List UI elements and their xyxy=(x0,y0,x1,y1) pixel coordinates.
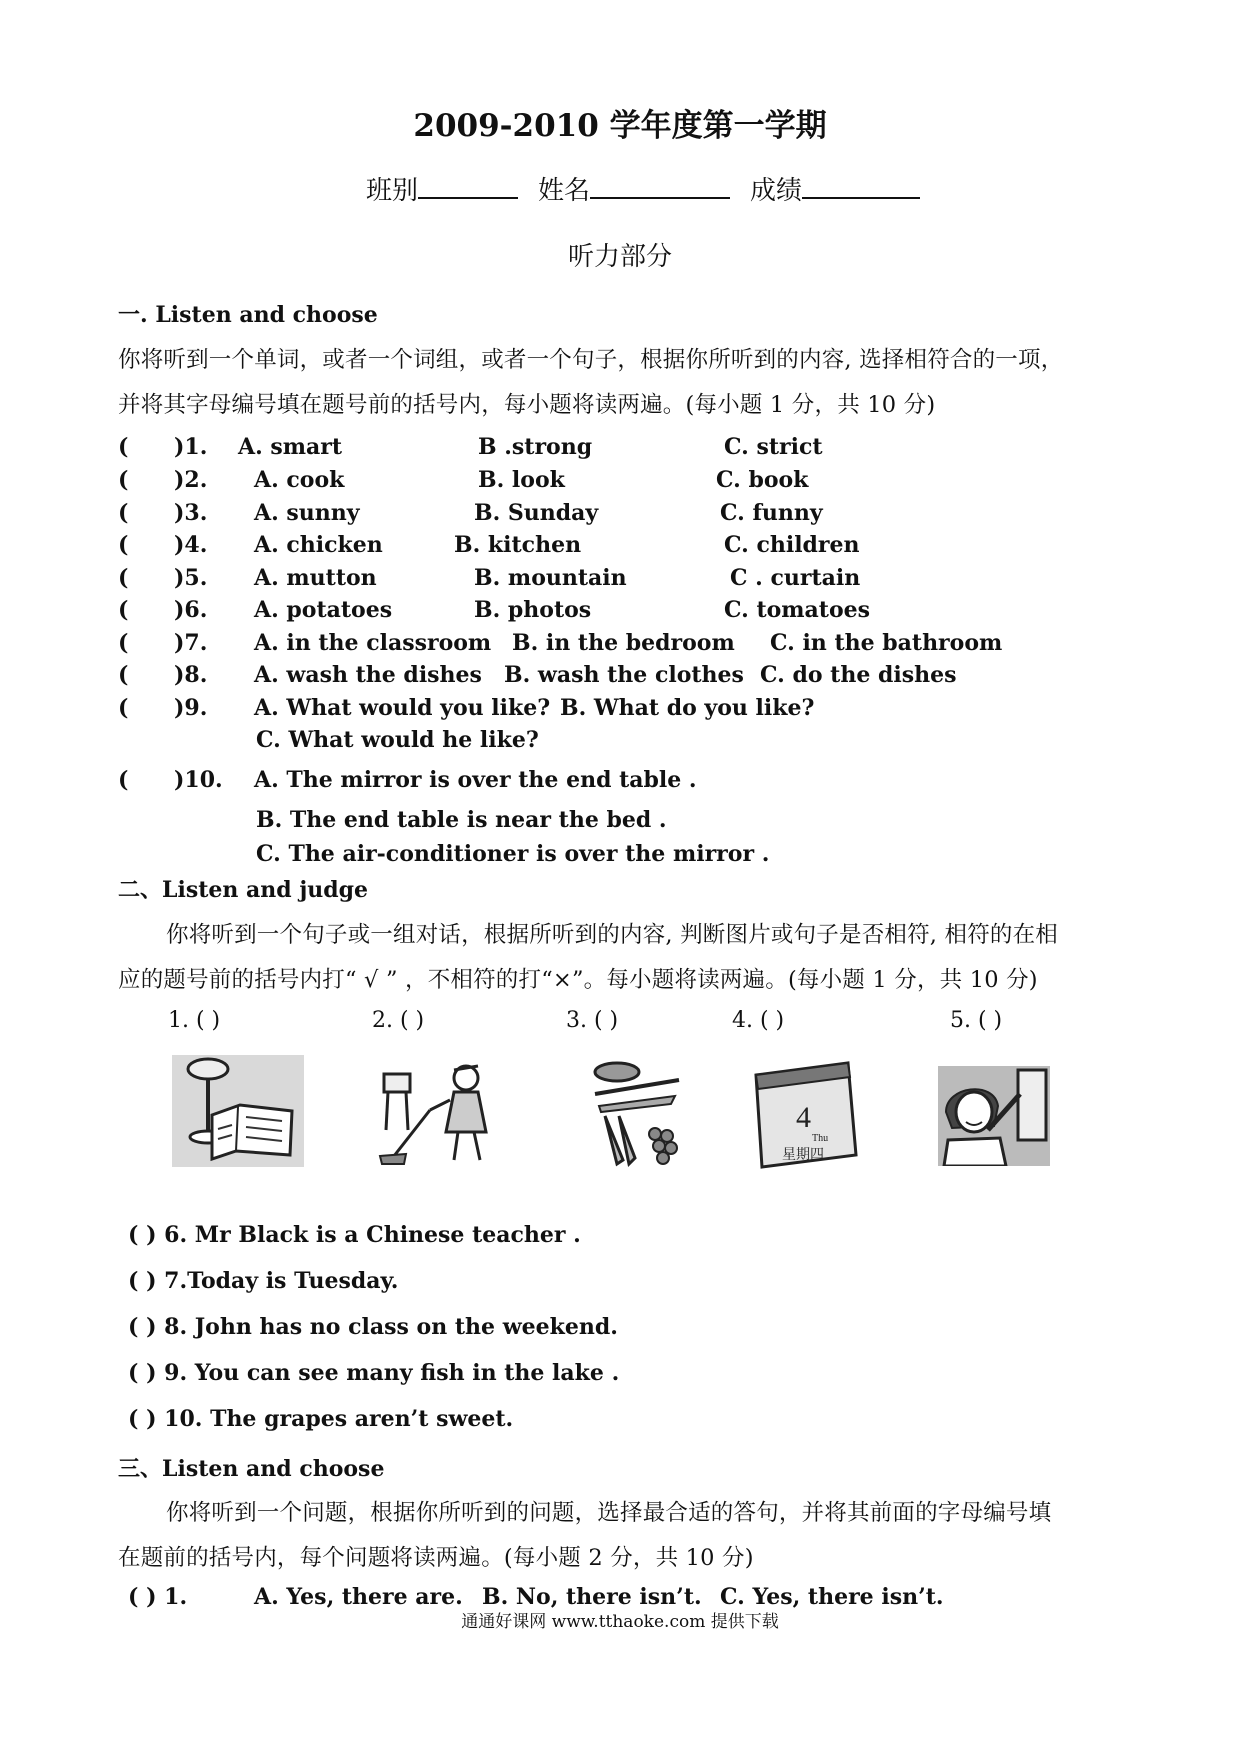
section1-question-1 xyxy=(118,434,1118,464)
name-blank[interactable] xyxy=(590,173,730,199)
page-subtitle: 听力部分 xyxy=(567,242,672,272)
option-a: A. sunny xyxy=(254,500,360,526)
calendar-number: 4 xyxy=(796,1101,811,1134)
section1-instruction-2: 并将其字母编号填在题号前的括号内，每小题将读两遍。(每小题 1 分，共 10 分) xyxy=(118,392,936,418)
answer-paren: )6. xyxy=(174,597,208,623)
lamp-and-book-icon xyxy=(172,1055,304,1167)
food-vegetables-icon xyxy=(583,1060,693,1174)
section1-question-5 xyxy=(118,565,1118,595)
option-c: C. What would he like? xyxy=(256,727,539,753)
pic-item-5: 5. ( ) xyxy=(950,1008,1003,1033)
open-paren: ( xyxy=(118,565,129,591)
calendar-small-text: Thu xyxy=(812,1133,829,1144)
woman-at-window-icon xyxy=(938,1066,1050,1166)
section2-instruction-2: 应的题号前的括号内打“ √ ” ，不相符的打“×”。每小题将读两遍。(每小题 1 分，共 10 分) xyxy=(118,967,1038,993)
answer-paren: )9. xyxy=(174,695,208,721)
section3-heading: 三、Listen and choose xyxy=(118,1456,385,1482)
section1-heading: 一. Listen and choose xyxy=(118,302,378,328)
option-b: B. in the bedroom xyxy=(512,630,735,656)
option-b: B. look xyxy=(478,467,565,493)
class-blank[interactable] xyxy=(418,173,518,199)
option-a: A. wash the dishes xyxy=(254,662,482,688)
option-a: A. potatoes xyxy=(254,597,393,623)
calendar-thursday-icon xyxy=(752,1055,864,1173)
option-b: B. wash the clothes xyxy=(504,662,744,688)
answer-paren: )4. xyxy=(174,532,208,558)
option-b: B. photos xyxy=(474,597,592,623)
class-label: 班别 xyxy=(366,176,419,206)
option-b: B. kitchen xyxy=(454,532,582,558)
section1-question-8 xyxy=(118,662,1118,692)
answer-paren: )10. xyxy=(174,767,223,793)
open-paren: ( xyxy=(118,597,129,623)
page-footer: 通通好课网 www.tthaoke.com 提供下载 xyxy=(461,1612,779,1632)
section2-heading: 二、Listen and judge xyxy=(118,877,369,903)
calendar-day-text: 星期四 xyxy=(782,1147,824,1163)
section1-question-9 xyxy=(118,695,1118,753)
option-a: A. The mirror is over the end table . xyxy=(254,767,697,793)
question-number: ( ) 1. xyxy=(128,1584,188,1610)
option-b: B. The end table is near the bed . xyxy=(256,807,667,833)
pic-item-4: 4. ( ) xyxy=(732,1008,785,1033)
student-info-row xyxy=(366,170,920,207)
name-field xyxy=(538,170,730,207)
option-c: C. book xyxy=(716,467,809,493)
name-label: 姓名 xyxy=(538,176,591,206)
girl-sweeping-icon xyxy=(370,1060,502,1170)
section1-question-7 xyxy=(118,630,1118,660)
option-c: C. do the dishes xyxy=(760,662,957,688)
section3-instruction-2: 在题前的括号内，每个问题将读两遍。(每小题 2 分，共 10 分) xyxy=(118,1545,754,1571)
open-paren: ( xyxy=(118,767,129,793)
option-a: A. chicken xyxy=(254,532,383,558)
option-c: C. Yes, there isn’t. xyxy=(720,1584,944,1610)
answer-paren: )2. xyxy=(174,467,208,493)
answer-paren: )7. xyxy=(174,630,208,656)
option-c: C. The air-conditioner is over the mirror . xyxy=(256,841,770,867)
option-c: C. in the bathroom xyxy=(770,630,1003,656)
option-a: A. mutton xyxy=(254,565,377,591)
section1-question-4 xyxy=(118,532,1118,562)
option-b: B. What do you like? xyxy=(560,695,815,721)
section2-instruction-1: 你将听到一个句子或一组对话，根据所听到的内容, 判断图片或句子是否相符, 相符的在相 xyxy=(166,922,1059,948)
statement-7: ( ) 7.Today is Tuesday. xyxy=(128,1268,399,1294)
option-c: C . curtain xyxy=(730,565,861,591)
option-c: C. tomatoes xyxy=(724,597,871,623)
statement-9: ( ) 9. You can see many fish in the lake . xyxy=(128,1360,620,1386)
option-c: C. funny xyxy=(720,500,823,526)
pic-item-1: 1. ( ) xyxy=(168,1008,221,1033)
option-a: A. smart xyxy=(238,434,343,460)
open-paren: ( xyxy=(118,467,129,493)
option-a: A. Yes, there are. xyxy=(254,1584,463,1610)
open-paren: ( xyxy=(118,630,129,656)
section3-instruction-1: 你将听到一个问题，根据你所听到的问题，选择最合适的答句，并将其前面的字母编号填 xyxy=(166,1500,1052,1526)
option-a: A. cook xyxy=(254,467,345,493)
option-b: B. Sunday xyxy=(474,500,599,526)
section1-question-6 xyxy=(118,597,1118,627)
score-field xyxy=(750,170,920,207)
pic-item-3: 3. ( ) xyxy=(566,1008,619,1033)
option-b: B. mountain xyxy=(474,565,627,591)
open-paren: ( xyxy=(118,695,129,721)
statement-10: ( ) 10. The grapes aren’t sweet. xyxy=(128,1406,514,1432)
option-b: B .strong xyxy=(478,434,593,460)
option-c: C. children xyxy=(724,532,860,558)
section1-question-10 xyxy=(118,767,1118,867)
option-b: B. No, there isn’t. xyxy=(482,1584,702,1610)
open-paren: ( xyxy=(118,532,129,558)
answer-paren: )8. xyxy=(174,662,208,688)
section1-question-3 xyxy=(118,500,1118,530)
open-paren: ( xyxy=(118,662,129,688)
option-c: C. strict xyxy=(724,434,823,460)
statement-8: ( ) 8. John has no class on the weekend. xyxy=(128,1314,618,1340)
answer-paren: )5. xyxy=(174,565,208,591)
class-field xyxy=(366,170,518,207)
section1-instruction-1: 你将听到一个单词，或者一个词组，或者一个句子，根据你所听到的内容, 选择相符合的一项， xyxy=(118,347,1064,373)
answer-paren: )1. xyxy=(174,434,208,460)
section1-question-2 xyxy=(118,467,1118,497)
score-blank[interactable] xyxy=(802,173,920,199)
answer-paren: )3. xyxy=(174,500,208,526)
pic-item-2: 2. ( ) xyxy=(372,1008,425,1033)
score-label: 成绩 xyxy=(750,176,803,206)
option-a: A. What would you like? xyxy=(254,695,551,721)
page-title: 2009-2010 学年度第一学期 xyxy=(413,108,827,144)
open-paren: ( xyxy=(118,434,129,460)
option-a: A. in the classroom xyxy=(254,630,492,656)
statement-6: ( ) 6. Mr Black is a Chinese teacher . xyxy=(128,1222,581,1248)
open-paren: ( xyxy=(118,500,129,526)
